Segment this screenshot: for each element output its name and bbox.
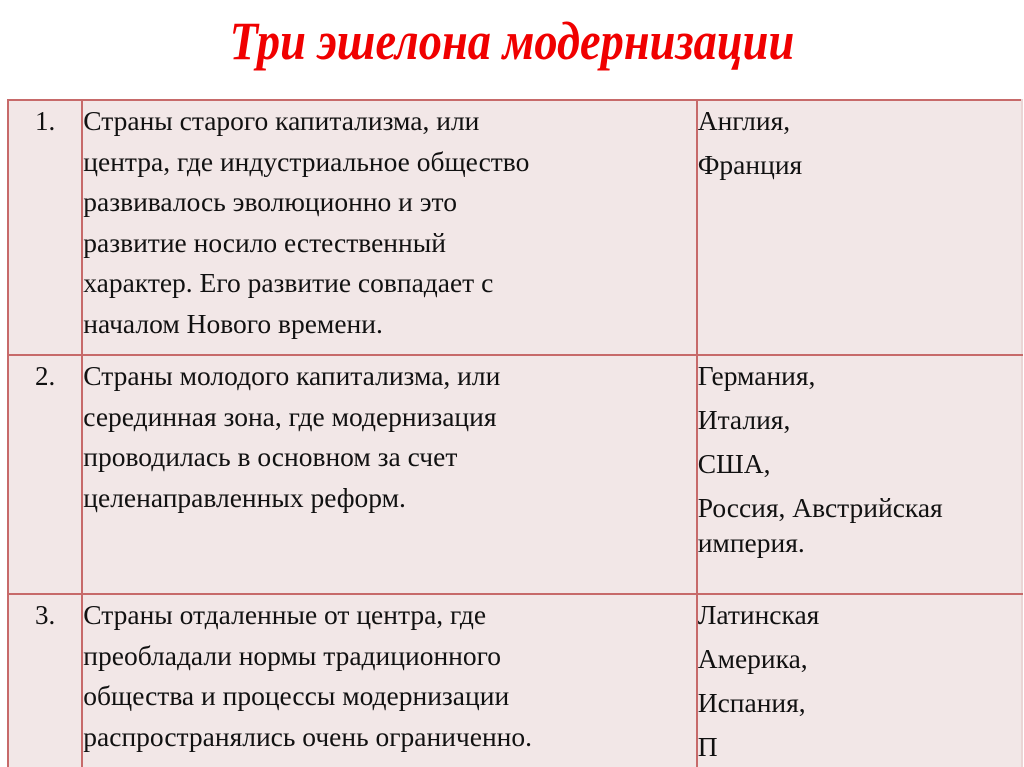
country-item: империя.: [697, 527, 805, 558]
row-number: 3.: [8, 594, 82, 767]
country-item: Франция: [697, 149, 803, 180]
row-countries: [697, 355, 1022, 594]
description-line: преобладали нормы традиционного: [83, 639, 501, 671]
country-item: Россия, Австрийская: [697, 492, 943, 523]
table-row: [8, 100, 1022, 355]
description-line: Страны старого капитализма, или: [83, 105, 480, 136]
country-item: Германия,: [697, 360, 816, 391]
row-number: 1.: [8, 100, 82, 355]
country-item: Америка,: [697, 643, 808, 674]
description-line: распространялись очень ограниченно.: [83, 720, 533, 752]
row-description: [82, 594, 696, 767]
description-line: общества и процессы модернизации: [83, 680, 510, 711]
row-description: [82, 100, 696, 355]
country-item: Италия,: [697, 404, 791, 435]
country-item: П: [697, 731, 718, 762]
row-countries: [697, 594, 1022, 767]
country-item: Испания,: [697, 687, 806, 718]
country-item: США,: [697, 448, 771, 479]
description-line: центра, где индустриальное общество: [83, 145, 530, 177]
description-line: проводилась в основном за счет: [83, 441, 458, 472]
description-line: Страны отдаленные от центра, где: [83, 599, 487, 630]
description-line: целенаправленных реформ.: [83, 481, 406, 513]
description-line: характер. Его развитие совпадает с: [83, 267, 494, 298]
country-item: Англия,: [697, 105, 791, 136]
country-item: Латинская: [697, 599, 820, 630]
row-number: 2.: [8, 355, 82, 594]
table-row: [8, 594, 1022, 767]
row-description: [82, 355, 696, 594]
slide-title: Три эшелона модернизации: [229, 11, 795, 71]
description-line: Страны молодого капитализма, или: [83, 360, 501, 391]
description-line: развивалось эволюционно и это: [83, 186, 457, 217]
modernization-echelons-table: [7, 99, 1023, 767]
description-line: серединная зона, где модернизация: [83, 400, 497, 432]
row-countries: [697, 100, 1022, 355]
description-line: началом Нового времени.: [83, 307, 383, 339]
description-line: развитие носило естественный: [83, 226, 446, 258]
table-row: [8, 355, 1022, 594]
